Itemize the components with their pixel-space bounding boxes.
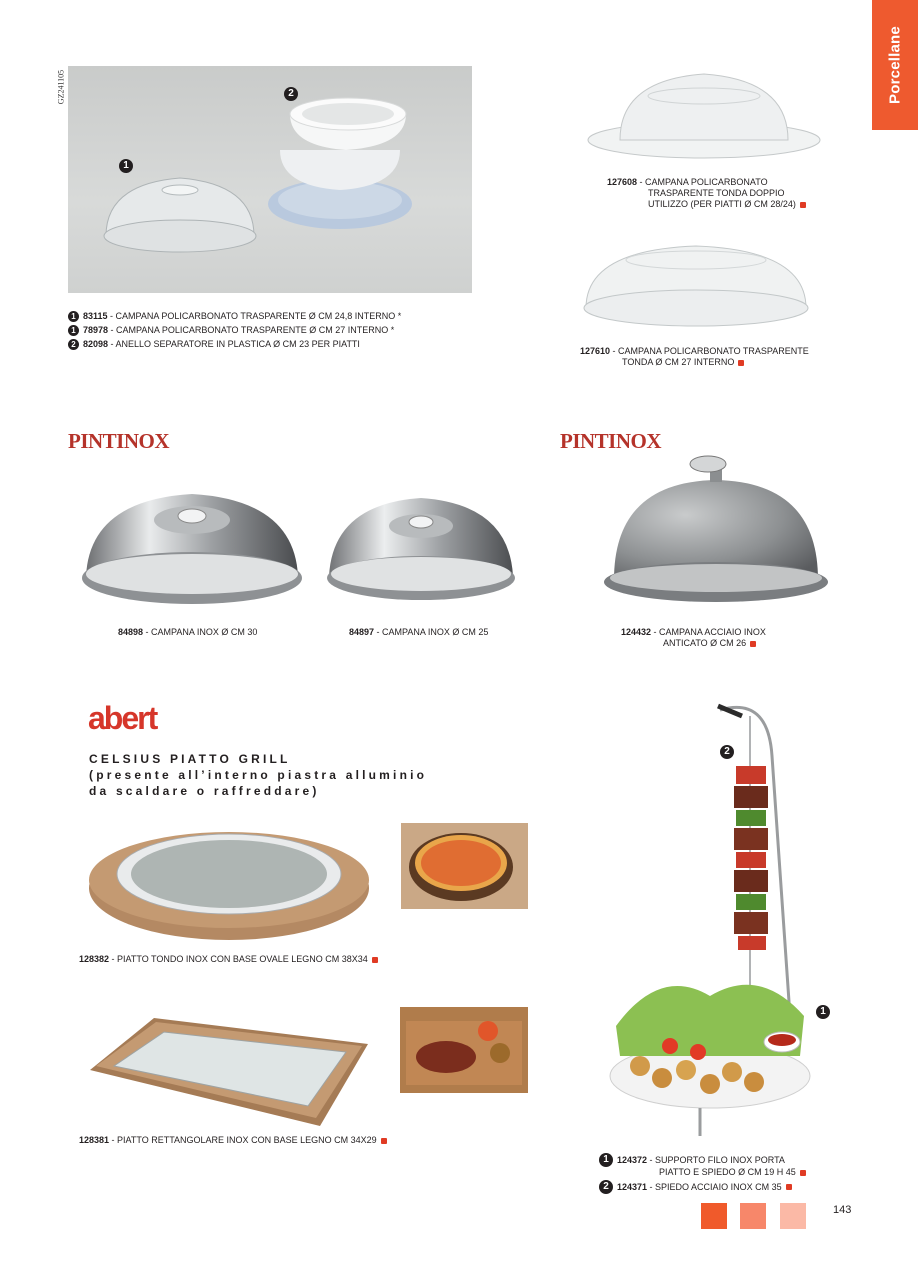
sauce (768, 1034, 796, 1046)
caption-line (68, 311, 401, 322)
round-cloche-rim (584, 290, 808, 326)
brand-name: PINTINOX (560, 429, 662, 453)
color-swatch (780, 1203, 806, 1229)
skewer-stand-image (600, 696, 820, 1142)
photo-badge-1 (119, 155, 133, 173)
photo-badge-2 (284, 83, 298, 101)
product-code: 127608 (607, 177, 638, 187)
product-desc-line: PIATTO E SPIEDO Ø CM 19 H 45 (659, 1167, 796, 1177)
cherry-tomato (690, 1044, 706, 1060)
product-code: 128381 (79, 1135, 110, 1145)
caption-128382 (79, 954, 378, 965)
novelty-marker (738, 360, 744, 366)
product-code: 84897 (349, 627, 375, 637)
badge-number: 1 (816, 1005, 830, 1019)
brand-name: abert (88, 700, 157, 736)
steak-illustration (400, 1007, 528, 1093)
title-line: da scaldare o raffreddare) (89, 784, 320, 798)
potatoes (490, 1043, 510, 1063)
cloche-photo-illustration (68, 66, 472, 293)
brand-name: PINTINOX (68, 429, 170, 453)
celsius-title (89, 751, 427, 799)
caption-127608 (607, 177, 806, 210)
pizza-illustration (401, 823, 528, 909)
pintinox-logo-left (68, 429, 169, 454)
steel-rim-top (331, 557, 511, 591)
product-desc: - CAMPANA ACCIAIO INOX (651, 627, 766, 637)
rect-grill-plate-image (84, 1010, 374, 1130)
product-desc: - CAMPANA INOX Ø CM 25 (374, 627, 489, 637)
steel-plate-center (131, 840, 327, 908)
product-desc: - SPIEDO ACCIAIO INOX CM 35 (647, 1181, 782, 1192)
cherry-tomato (662, 1038, 678, 1054)
caption-badge: 1 (68, 311, 79, 322)
caption-badge: 2 (599, 1180, 613, 1194)
caption-line (599, 1153, 806, 1167)
abert-logo (88, 700, 156, 737)
catalog-code (54, 62, 68, 112)
caption-line (68, 325, 401, 336)
badge-number: 1 (119, 159, 133, 173)
steel-dome-antique-image (600, 452, 832, 622)
product-desc-line: TONDA Ø CM 27 INTERNO (622, 357, 735, 367)
double-cloche-dome (620, 74, 788, 140)
catalog-code-text: GZ241105 (56, 69, 66, 105)
novelty-marker (800, 202, 806, 208)
product-desc: - CAMPANA POLICARBONATO TRASPARENTE Ø CM 27 INTERNO * (108, 325, 395, 335)
product-code: 83115 (83, 311, 108, 321)
steel-cloche-30-image (80, 476, 305, 616)
top-left-captions (68, 311, 401, 350)
product-code: 128382 (79, 954, 110, 964)
clear-cloche-round-image (578, 238, 818, 338)
steel-knob (409, 516, 433, 528)
badge-number: 2 (720, 745, 734, 759)
title-line: CELSIUS PIATTO GRILL (89, 752, 291, 766)
product-desc: - PIATTO RETTANGOLARE INOX CON BASE LEGNO CM 34X29 (109, 1135, 377, 1145)
skewer-badge-1 (816, 1001, 830, 1019)
antique-knob (690, 456, 726, 472)
steel-cloche-25-image (325, 488, 517, 610)
caption-84898 (118, 627, 257, 638)
product-desc-line: UTILIZZO (PER PIATTI Ø CM 28/24) (648, 199, 796, 209)
clear-cloche-double-image (580, 66, 830, 176)
novelty-marker (800, 1170, 806, 1176)
caption-127610 (580, 346, 809, 368)
product-desc: - CAMPANA POLICARBONATO TRASPARENTE Ø CM 24,8 INTERNO * (107, 311, 402, 321)
caption-128381 (79, 1135, 387, 1146)
product-desc: - ANELLO SEPARATORE IN PLASTICA Ø CM 23 PER PIATTI (108, 339, 360, 349)
product-desc: - CAMPANA INOX Ø CM 30 (143, 627, 258, 637)
badge-number: 2 (284, 87, 298, 101)
color-swatch (701, 1203, 727, 1229)
novelty-marker (786, 1184, 792, 1190)
steak-photo (400, 1007, 528, 1093)
caption-badge: 2 (68, 339, 79, 350)
product-code: 78978 (83, 325, 109, 335)
color-swatch (740, 1203, 766, 1229)
steel-knob (178, 509, 206, 523)
product-code: 124372 (617, 1154, 648, 1165)
product-desc-line: ANTICATO Ø CM 26 (663, 638, 747, 648)
pizza-photo (401, 823, 528, 909)
clear-cloche-rim (104, 220, 256, 252)
product-code: 124432 (621, 627, 652, 637)
product-code: 127610 (580, 346, 611, 356)
page-number: 143 (833, 1204, 852, 1216)
pizza-topping (421, 840, 501, 886)
steak-meat (416, 1041, 476, 1073)
cloche-photo-grey (68, 66, 472, 293)
product-desc: - PIATTO TONDO INOX CON BASE OVALE LEGNO CM 38X34 (109, 954, 368, 964)
product-code: 124371 (617, 1181, 648, 1192)
product-code: 82098 (83, 339, 109, 349)
product-desc: - CAMPANA POLICARBONATO TRASPARENTE (610, 346, 809, 356)
product-desc-line: TRASPARENTE TONDA DOPPIO (648, 188, 785, 198)
kebab (734, 766, 768, 950)
novelty-marker (381, 1138, 387, 1144)
ring-opening (302, 103, 394, 125)
antique-rim-top (610, 564, 822, 592)
section-tab[interactable] (872, 0, 918, 130)
round-grill-plate-image (84, 818, 374, 946)
skewer-badge-2 (720, 741, 734, 759)
product-desc: - CAMPANA POLICARBONATO (637, 177, 768, 187)
section-tab-label: Porcellane (886, 26, 904, 104)
product-desc: - SUPPORTO FILO INOX PORTA (647, 1154, 785, 1165)
caption-84897 (349, 627, 488, 638)
clear-cloche-handle (162, 185, 198, 195)
product-code: 84898 (118, 627, 144, 637)
caption-badge: 1 (599, 1153, 613, 1167)
caption-line (599, 1180, 806, 1194)
title-line: (presente all’interno piastra alluminio (89, 768, 428, 782)
pintinox-logo-right (560, 429, 661, 454)
novelty-marker (372, 957, 378, 963)
skewer-captions (599, 1153, 806, 1194)
steel-rim-top (86, 554, 298, 594)
caption-line (68, 339, 401, 350)
tomato (478, 1021, 498, 1041)
caption-124432 (621, 627, 766, 649)
caption-badge: 1 (68, 325, 79, 336)
novelty-marker (750, 641, 756, 647)
